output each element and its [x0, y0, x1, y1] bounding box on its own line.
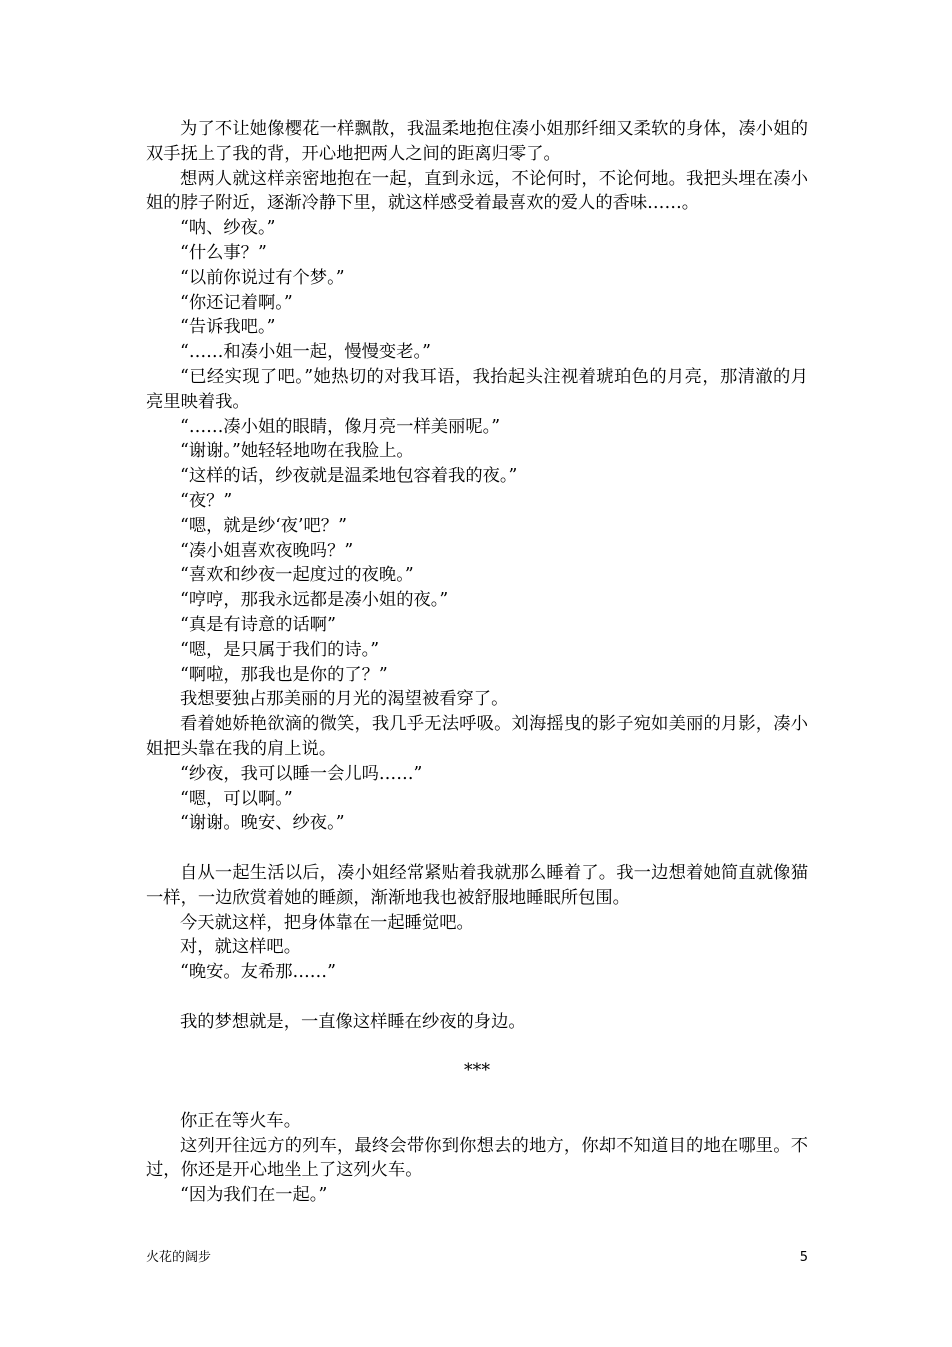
body-text [146, 117, 808, 1208]
paragraph: “……和凑小姐一起，慢慢变老。” [180, 342, 431, 363]
blank-line [146, 836, 808, 861]
paragraph: “告诉我吧。” [180, 317, 276, 338]
paragraph: “谢谢。”她轻轻地吻在我脸上。 [180, 441, 414, 462]
paragraph: “以前你说过有个梦。” [180, 267, 345, 288]
paragraph: “呐、纱夜。” [180, 218, 276, 239]
paragraph: “啊啦，那我也是你的了？” [180, 664, 388, 685]
paragraph: 今天就这样，把身体靠在一起睡觉吧。 [180, 912, 474, 933]
paragraph: 为了不让她像樱花一样飘散，我温柔地抱住凑小姐那纤细又柔软的身体，凑小姐的双手抚上了我的背，开心地把两人之间的距离归零了。 [146, 119, 808, 164]
paragraph: “谢谢。晚安、纱夜。” [180, 813, 345, 834]
blank-line [146, 985, 808, 1010]
paragraph: 看着她娇艳欲滴的微笑，我几乎无法呼吸。刘海摇曳的影子宛如美丽的月影，凑小姐把头靠在我的肩上说。 [146, 714, 808, 759]
paragraph: “嗯，可以啊。” [180, 788, 293, 809]
paragraph: 你正在等火车。 [180, 1110, 301, 1131]
paragraph: 我想要独占那美丽的月光的渴望被看穿了。 [180, 689, 509, 710]
paragraph: “因为我们在一起。” [180, 1185, 328, 1206]
paragraph: “你还记着啊。” [180, 292, 293, 313]
paragraph: “喜欢和纱夜一起度过的夜晚。” [180, 565, 414, 586]
section-separator: *** [464, 1061, 490, 1082]
blank-line [146, 1034, 808, 1059]
paragraph: “真是有诗意的话啊” [180, 614, 336, 635]
paragraph: “……凑小姐的眼睛，像月亮一样美丽呢。” [180, 416, 501, 437]
paragraph: 自从一起生活以后，凑小姐经常紧贴着我就那么睡着了。我一边想着她简直就像猫一样，一边欣赏着她的睡颜，渐渐地我也被舒服地睡眠所包围。 [146, 862, 808, 908]
paragraph: 我的梦想就是，一直像这样睡在纱夜的身边。 [180, 1011, 526, 1032]
paragraph: “纱夜，我可以睡一会儿吗……” [180, 763, 423, 784]
paragraph: “夜？” [180, 490, 233, 511]
paragraph: “什么事？” [180, 242, 267, 263]
paragraph: “已经实现了吧。”她热切的对我耳语，我抬起头注视着琥珀色的月亮，那清澈的月亮里映着我。 [146, 366, 808, 412]
page-number: 5 [799, 1250, 808, 1265]
blank-line [146, 1084, 808, 1109]
paragraph: “晚安。友希那……” [180, 962, 336, 983]
paragraph: “嗯，就是纱‘夜’吧？” [180, 515, 347, 536]
paragraph: 这列开往远方的列车，最终会带你到你想去的地方，你却不知道目的地在哪里。不过，你还是开心地坐上了这列火车。 [146, 1135, 808, 1181]
paragraph: 对，就这样吧。 [180, 937, 301, 958]
paragraph: “嗯，是只属于我们的诗。” [180, 639, 380, 660]
paragraph: “这样的话，纱夜就是温柔地包容着我的夜。” [180, 466, 518, 487]
paragraph: “凑小姐喜欢夜晚吗？” [180, 540, 354, 561]
footer-title: 火花的阔步 [146, 1250, 212, 1265]
paragraph: 想两人就这样亲密地抱在一起，直到永远，不论何时，不论何地。我把头埋在凑小姐的脖子附近，逐渐冷静下里，就这样感受着最喜欢的爱人的香味……。 [146, 168, 808, 214]
paragraph: “哼哼，那我永远都是凑小姐的夜。” [180, 590, 449, 611]
